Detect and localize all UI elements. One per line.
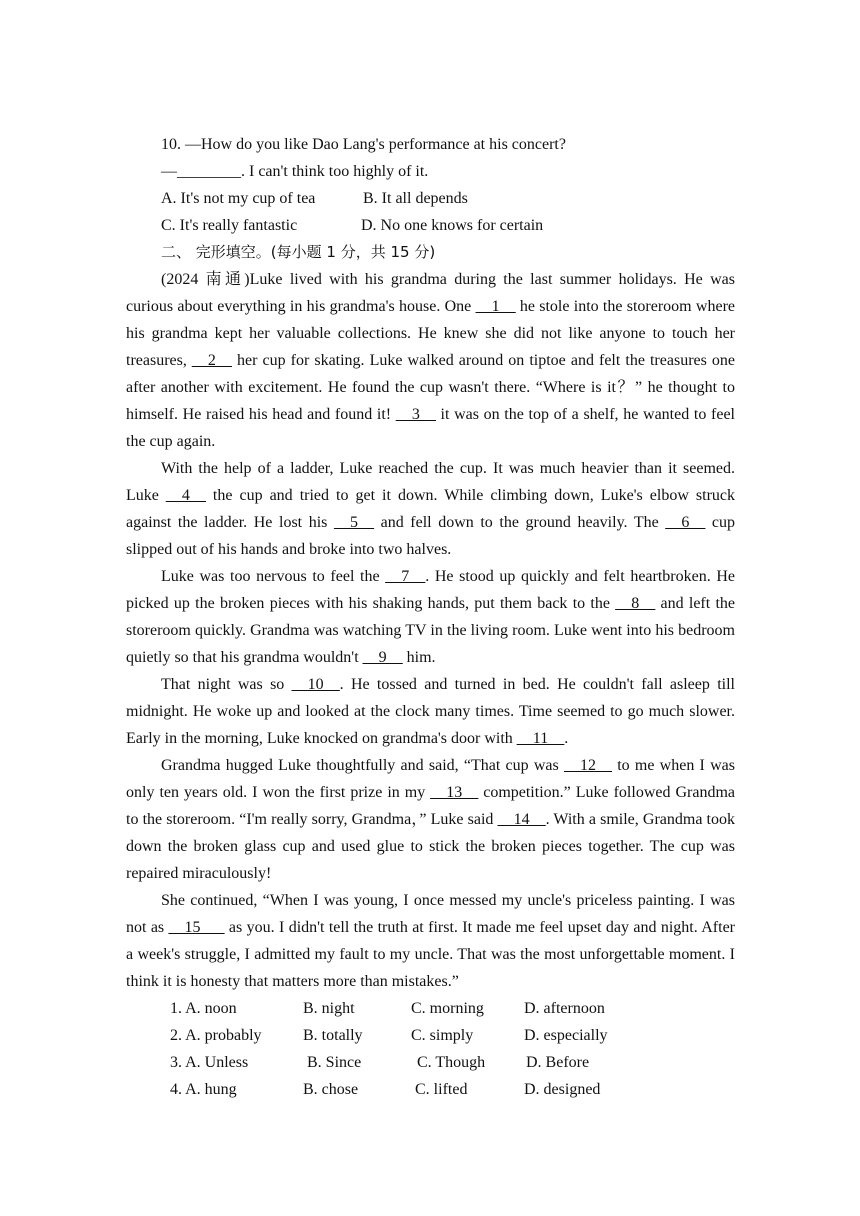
text: to me when I was only ten years old. I won the first prize in my [126,757,735,801]
choice-d: D. afternoon [524,1000,605,1017]
choice-d: D. especially [524,1027,608,1044]
choice-a: 4. A. hung [170,1081,237,1098]
exam-page [126,131,735,1103]
text: Luke was too nervous to feel the [161,568,386,585]
blank-5: __5__ [334,514,374,531]
text: cup slipped out of his hands and broke into two halves. [126,514,736,558]
blank-9: __9__ [362,649,403,666]
choice-c: C. morning [411,1000,484,1017]
passage-paragraph-6 [126,887,735,995]
text: With the help of a ladder, Luke reached the cup. It was much heavier than it seemed. Luke [126,460,735,504]
blank-1: __1__ [475,298,516,315]
choice-row-4 [170,1076,735,1103]
text: . He stood up quickly and felt heartbroken. He picked up the broken pieces with his shaking hands, put them back to the [126,568,735,612]
choice-b: B. Since [307,1054,362,1071]
section-title: 二、 完形填空。(每小题 1 分，共 15 分) [161,243,436,261]
text: and left the storeroom quickly. Grandma was watching TV in the living room. Luke went into his bedroom quietly so that his grandma wouldn't [126,595,736,666]
choice-b: B. night [303,1000,355,1017]
blank-15: __15___ [168,919,225,936]
text: as you. I didn't tell the truth at first. It made me feel upset day and night. After a week's struggle, I admitted my fault to my uncle. That was the most unforgettable moment. I think it is honesty that matters more than mistakes.” [126,919,735,990]
text: it was on the top of a shelf, he wanted to feel the cup again. [126,406,735,450]
choice-b: B. totally [303,1027,363,1044]
text: Grandma hugged Luke thoughtfully and said, “That cup was [161,757,564,774]
text: She continued, “When I was young, I once messed my uncle's priceless painting. I was not as [126,892,735,936]
text: (2024 南通)Luke lived with his grandma during the last summer holidays. He was curious about everything in his grandma's house. One [126,271,735,315]
answer-choices [126,995,735,1103]
choice-row-2 [170,1022,735,1049]
passage-paragraph-1 [126,266,735,455]
blank-12: __12__ [563,757,612,774]
choice-c: C. lifted [415,1081,468,1098]
passage-paragraph-4 [126,671,735,752]
text: That night was so [161,676,292,693]
text: . [564,730,569,747]
text: him. [402,649,436,666]
blank-4: __4__ [165,487,206,504]
question-10-reply: —________. I can't think too highly of it. [161,163,429,180]
choice-a: 3. A. Unless [170,1054,249,1071]
text: her cup for skating. Luke walked around on tiptoe and felt the treasures one after another with excitement. He found the cup wasn't there. “Where is it？” he thought to himself. He raised his head and found it! [126,352,736,423]
choice-d: D. designed [524,1081,601,1098]
question-10-options-row-1 [126,185,735,212]
question-10-options-row-2 [126,212,735,239]
blank-3: __3__ [395,406,436,423]
passage-paragraph-5 [126,752,735,887]
passage-paragraph-3 [126,563,735,671]
blank-13: __13__ [430,784,479,801]
blank-6: __6__ [665,514,706,531]
blank-2: __2__ [191,352,232,369]
text: he stole into the storeroom where his grandma kept her valuable collections. He knew she did not like anyone to touch her treasures, [126,298,736,369]
blank-11: __11__ [516,730,565,747]
text: the cup and tried to get it down. While climbing down, Luke's elbow struck against the ladder. He lost his [126,487,736,531]
blank-7: __7__ [385,568,426,585]
choice-row-1 [170,995,735,1022]
question-10-stem: 10. —How do you like Dao Lang's performance at his concert? [161,136,566,153]
option-d: D. No one knows for certain [361,217,544,234]
choice-c: C. simply [411,1027,474,1044]
option-c: C. It's really fantastic [161,217,298,234]
choice-d: D. Before [526,1054,590,1071]
option-b: B. It all depends [363,190,468,207]
choice-a: 2. A. probably [170,1027,262,1044]
blank-10: __10__ [291,676,340,693]
choice-b: B. chose [303,1081,359,1098]
choice-a: 1. A. noon [170,1000,237,1017]
text: competition.” Luke followed Grandma to the storeroom. “I'm really sorry, Grandma，” Luke said [126,784,736,828]
text: . With a smile, Grandma took down the broken glass cup and used glue to stick the broken pieces together. The cup was repaired miraculously! [126,811,735,882]
passage-paragraph-2 [126,455,735,563]
choice-row-3 [170,1049,735,1076]
blank-8: __8__ [615,595,656,612]
choice-c: C. Though [417,1054,486,1071]
blank-14: __14__ [497,811,546,828]
text: and fell down to the ground heavily. The [374,514,666,531]
text: . He tossed and turned in bed. He couldn't fall asleep till midnight. He woke up and looked at the clock many times. Time seemed to go much slower. Early in the morning, Luke knocked on grandma's door with [126,676,735,747]
option-a: A. It's not my cup of tea [161,190,316,207]
